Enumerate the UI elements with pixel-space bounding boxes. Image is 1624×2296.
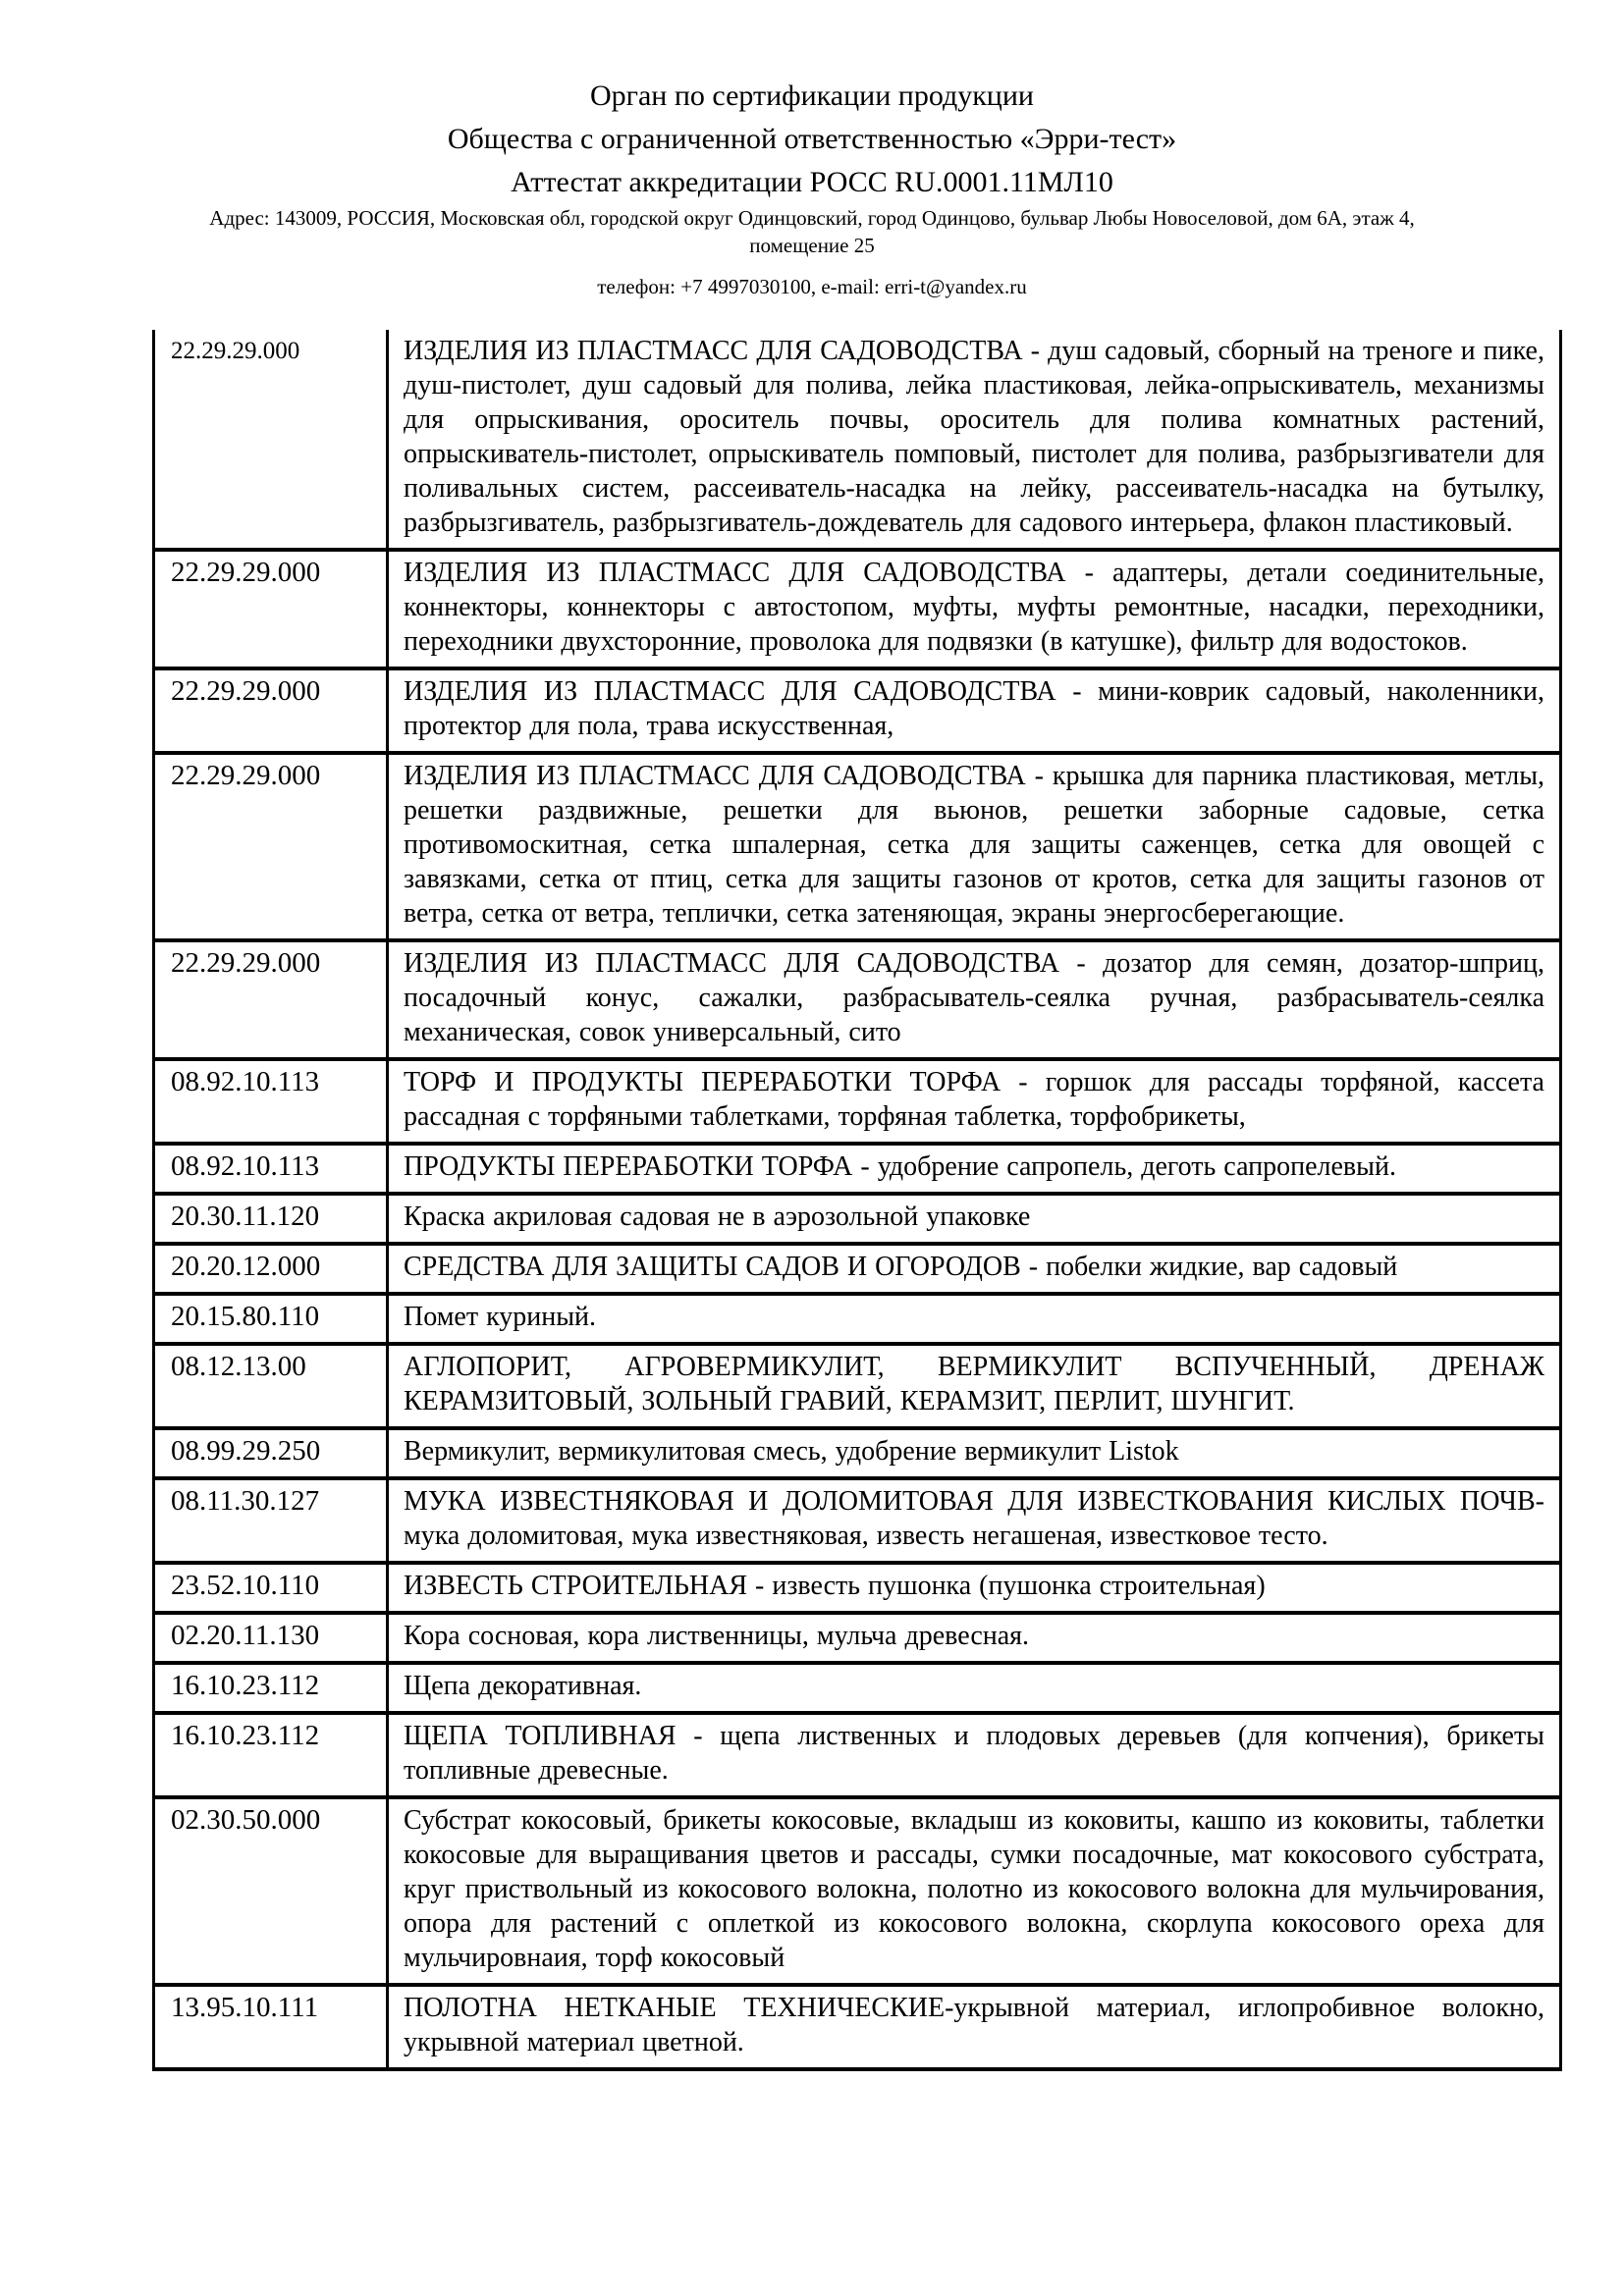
product-code-cell: 08.92.10.113	[155, 1146, 389, 1192]
table-row	[155, 751, 1559, 938]
table-row	[155, 938, 1559, 1057]
product-code-cell: 20.15.80.110	[155, 1296, 389, 1342]
product-code-cell: 22.29.29.000	[155, 755, 389, 938]
product-description-cell: Помет куриный.	[404, 1302, 597, 1332]
product-description-cell: Субстрат кокосовый, брикеты кокосовые, вкладыш из коковиты, кашпо из коковиты, таблетки кокосовые для выращивания цветов и рассады, сумки посадочные, мат кокосового субстрата, круг приствольный из кокосового волокна, полотно из кокосового волокна для мульчирования, опора для растений с оплеткой из кокосового волокна, скорлупа кокосового ореха для мульчировнаия, торф кокосовый	[404, 1805, 1544, 1973]
product-code-cell: 13.95.10.111	[155, 1987, 389, 2067]
product-code-cell: 20.20.12.000	[155, 1246, 389, 1292]
product-code-cell: 22.29.29.000	[155, 330, 389, 548]
accreditation-certificate: Аттестат аккредитации РОСС RU.0001.11МЛ10	[511, 166, 1113, 198]
table-row	[155, 1426, 1559, 1476]
product-code-cell: 22.29.29.000	[155, 670, 389, 751]
product-code-cell: 08.12.13.00	[155, 1346, 389, 1426]
product-description-cell: ИЗДЕЛИЯ ИЗ ПЛАСТМАСС ДЛЯ САДОВОДСТВА - мини-коврик садовый, наколенники, протектор для пола, трава искусственная,	[404, 676, 1544, 741]
certification-body-title: Орган по сертификации продукции	[590, 80, 1034, 112]
table-row	[155, 1057, 1559, 1142]
product-description-cell: Вермикулит, вермикулитовая смесь, удобрение вермикулит Listok	[404, 1436, 1179, 1467]
product-code-cell: 02.20.11.130	[155, 1615, 389, 1661]
table-row	[155, 1342, 1559, 1426]
product-description-cell: ИЗВЕСТЬ СТРОИТЕЛЬНАЯ - известь пушонка (пушонка строительная)	[404, 1571, 1266, 1601]
table-row	[155, 1795, 1559, 1983]
phone-email-line: телефон: +7 4997030100, e-mail: erri-t@yandex.ru	[597, 275, 1027, 298]
table-row	[155, 1142, 1559, 1192]
table-row	[155, 667, 1559, 751]
product-description-cell: ТОРФ И ПРОДУКТЫ ПЕРЕРАБОТКИ ТОРФА - горшок для рассады торфяной, кассета рассадная с торфяными таблетками, торфяная таблетка, торфобрикеты,	[404, 1067, 1544, 1132]
product-description-cell: Щепа декоративная.	[404, 1671, 642, 1701]
product-code-cell: 22.29.29.000	[155, 552, 389, 667]
product-description-cell: МУКА ИЗВЕСТНЯКОВАЯ И ДОЛОМИТОВАЯ ДЛЯ ИЗВЕСТКОВАНИЯ КИСЛЫХ ПОЧВ-мука доломитовая, мука известняковая, известь негашеная, известковое тесто.	[404, 1486, 1544, 1551]
document-header	[0, 0, 1624, 300]
product-description-cell: Краска акриловая садовая не в аэрозольной упаковке	[404, 1201, 1031, 1232]
product-description-cell: ИЗДЕЛИЯ ИЗ ПЛАСТМАСС ДЛЯ САДОВОДСТВА - адаптеры, детали соединительные, коннекторы, коннекторы с автостопом, муфты, муфты ремонтные, насадки, переходники, переходники двухсторонние, проволока для подвязки (в катушке), фильтр для водостоков.	[404, 558, 1544, 657]
table-row	[155, 1983, 1559, 2067]
product-description-cell: ЩЕПА ТОПЛИВНАЯ - щепа лиственных и плодовых деревьев (для копчения), брикеты топливные древесные.	[404, 1721, 1544, 1786]
products-table	[152, 330, 1562, 2071]
product-code-cell: 16.10.23.112	[155, 1715, 389, 1795]
product-code-cell: 02.30.50.000	[155, 1799, 389, 1983]
table-row	[155, 1561, 1559, 1611]
product-description-cell: Кора сосновая, кора лиственницы, мульча древесная.	[404, 1621, 1030, 1651]
product-code-cell: 08.92.10.113	[155, 1061, 389, 1142]
product-code-cell: 08.99.29.250	[155, 1430, 389, 1476]
product-code-cell: 16.10.23.112	[155, 1665, 389, 1711]
address-line-2: помещение 25	[749, 234, 875, 257]
table-row	[155, 548, 1559, 667]
table-row	[155, 1242, 1559, 1292]
product-code-cell: 08.11.30.127	[155, 1480, 389, 1561]
table-row	[155, 1611, 1559, 1661]
product-code-cell: 23.52.10.110	[155, 1565, 389, 1611]
product-description-cell: ИЗДЕЛИЯ ИЗ ПЛАСТМАСС ДЛЯ САДОВОДСТВА - крышка для парника пластиковая, метлы, решетки раздвижные, решетки для вьюнов, решетки заборные садовые, сетка противомоскитная, сетка шпалерная, сетка для защиты саженцев, сетка для овощей с завязками, сетка от птиц, сетка для защиты газонов от кротов, сетка для защиты газонов от ветра, сетка от ветра, теплички, сетка затеняющая, экраны энергосберегающие.	[404, 761, 1544, 929]
product-code-cell: 20.30.11.120	[155, 1196, 389, 1242]
product-code-cell: 22.29.29.000	[155, 942, 389, 1057]
product-description-cell: ИЗДЕЛИЯ ИЗ ПЛАСТМАСС ДЛЯ САДОВОДСТВА - душ садовый, сборный на треноге и пике, душ-пистолет, душ садовый для полива, лейка пластиковая, лейка-опрыскиватель, механизмы для опрыскивания, ороситель почвы, ороситель для полива комнатных растений, опрыскиватель-пистолет, опрыскиватель помповый, пистолет для полива, разбрызгиватели для поливальных систем, рассеиватель-насадка на лейку, рассеиватель-насадка на бутылку, разбрызгиватель, разбрызгиватель-дождеватель для садового интерьера, флакон пластиковый.	[404, 336, 1544, 538]
table-row	[155, 330, 1559, 548]
company-name: Общества с ограниченной ответственностью «Эрри-тест»	[447, 123, 1177, 155]
product-description-cell: ПОЛОТНА НЕТКАНЫЕ ТЕХНИЧЕСКИЕ-укрывной материал, иглопробивное волокно, укрывной материал цветной.	[404, 1993, 1544, 2057]
address-line-1: Адрес: 143009, РОССИЯ, Московская обл, городской округ Одинцовский, город Одинцово, бульвар Любы Новоселовой, дом 6А, этаж 4,	[209, 206, 1415, 230]
product-description-cell: ИЗДЕЛИЯ ИЗ ПЛАСТМАСС ДЛЯ САДОВОДСТВА - дозатор для семян, дозатор-шприц, посадочный конус, сажалки, разбрасыватель-сеялка ручная, разбрасыватель-сеялка механическая, совок универсальный, сито	[404, 948, 1544, 1047]
table-row	[155, 1476, 1559, 1561]
table-row	[155, 1661, 1559, 1711]
product-description-cell: ПРОДУКТЫ ПЕРЕРАБОТКИ ТОРФА - удобрение сапропель, деготь сапропелевый.	[404, 1151, 1396, 1182]
product-description-cell: АГЛОПОРИТ, АГРОВЕРМИКУЛИТ, ВЕРМИКУЛИТ ВСПУЧЕННЫЙ, ДРЕНАЖ КЕРАМЗИТОВЫЙ, ЗОЛЬНЫЙ ГРАВИЙ, КЕРАМЗИТ, ПЕРЛИТ, ШУНГИТ.	[404, 1352, 1544, 1416]
product-description-cell: СРЕДСТВА ДЛЯ ЗАЩИТЫ САДОВ И ОГОРОДОВ - побелки жидкие, вар садовый	[404, 1252, 1398, 1282]
table-row	[155, 1192, 1559, 1242]
table-row	[155, 1711, 1559, 1795]
table-row	[155, 1292, 1559, 1342]
